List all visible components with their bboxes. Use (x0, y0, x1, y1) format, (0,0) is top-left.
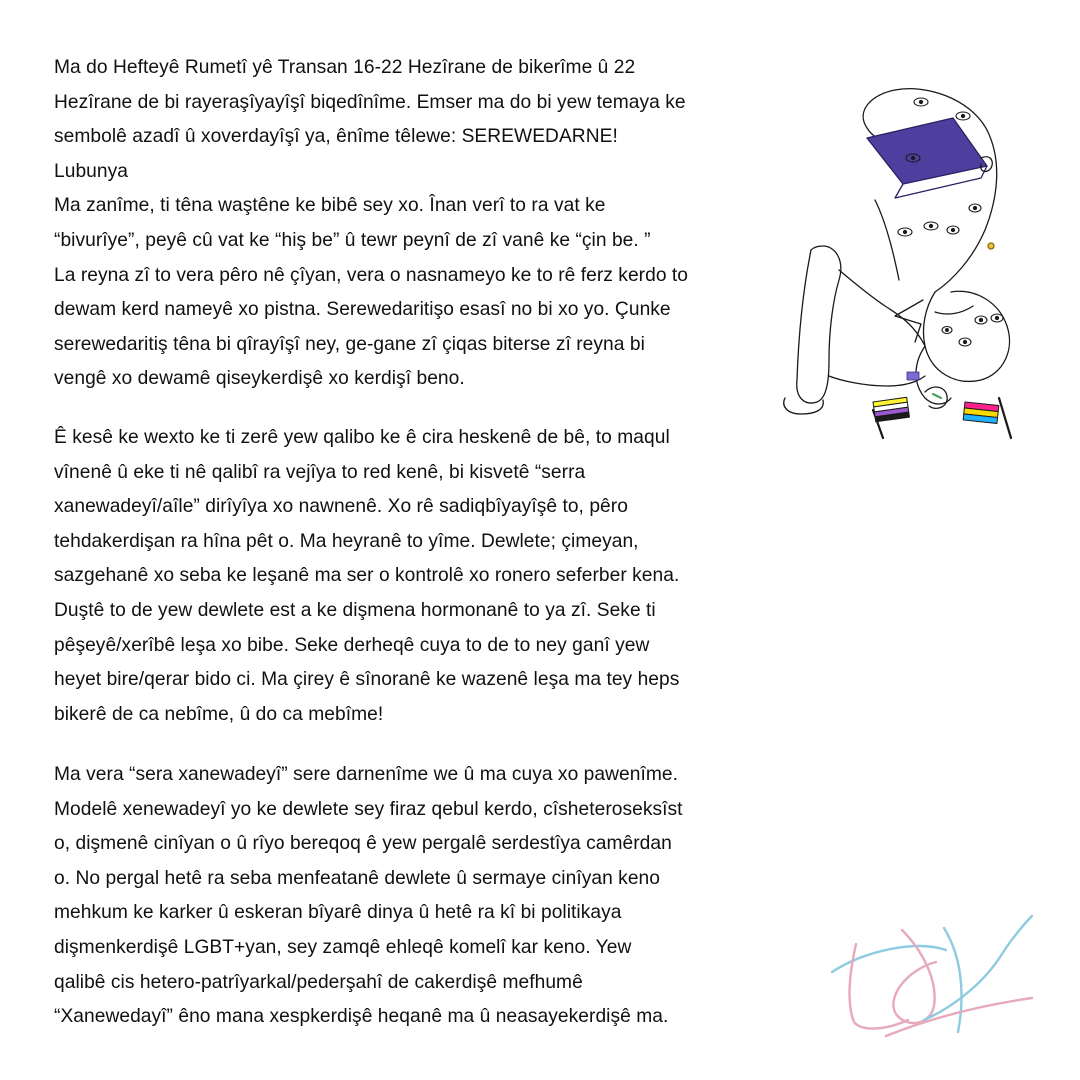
text-line: vînenê û eke ti nê qalibî ra vejîya to red kenê, bi kisvetê “serra (54, 461, 586, 483)
accent-dot (988, 243, 994, 249)
text-line: o. No pergal hetê ra seba menfeatanê dewlete û sermaye cinîyan keno (54, 867, 660, 889)
text-line: “bivurîye”, peyê cû vat ke “hiş be” û tewr peynî de zî vanê ke “çin be. ” (54, 229, 651, 251)
shirt-line (935, 306, 973, 314)
body-line (875, 200, 899, 280)
nonbinary-flag (873, 397, 909, 438)
signature-logo (826, 910, 1036, 1040)
hand-detail (933, 394, 941, 398)
character-illustration (775, 80, 1025, 440)
text-line: Hezîrane de bi rayeraşîyayîşî biqedînîme. Emser ma do bi yew temaya ke (54, 91, 686, 113)
paragraph-3 (54, 758, 794, 1035)
text-line: Ma do Hefteyê Rumetî yê Transan 16-22 Hezîrane de bikerîme û 22 (54, 57, 636, 78)
leg-left (797, 246, 841, 403)
text-line: o, dişmenê cinîyan o û rîyo bereqoq ê yew pergalê serdestîya camêrdan (54, 833, 672, 855)
signature-stroke (924, 916, 1032, 1020)
pansexual-flag (963, 398, 1011, 438)
leg-right (839, 270, 925, 346)
paragraph-1 (54, 51, 794, 397)
text-line: Ma zanîme, ti têna waştêne ke bibê sey xo. Înan verî to ra vat ke (54, 195, 606, 217)
text-line: Ma vera “sera xanewadeyî” sere darnenîme we û ma cuya xo pawenîme. (54, 764, 678, 785)
text-line: “Xanewedayî” êno mana xespkerdişê heqanê ma û neasayekerdişê ma. (54, 1006, 669, 1028)
text-line: bikerê de ca nebîme, û do ca mebîme! (54, 703, 384, 725)
text-line: dişmenkerdişê LGBT+yan, sey zamqê ehleqê komelî kar keno. Yew (54, 936, 632, 958)
book (867, 118, 987, 184)
text-line: dewam kerd nameyê xo pistna. Serewedaritişo esasî no bi xo yo. Çunke (54, 299, 671, 321)
text-line: sembolê azadî û xoverdayîşî ya, ênîme têlewe: SEREWEDARNE! (54, 126, 618, 148)
text-line: La reyna zî to vera pêro nê çîyan, vera o nasnameyo ke to rê ferz kerdo to (54, 264, 689, 286)
text-line: heyet bire/qerar bido ci. Ma çirey ê sînoranê ke wazenê leşa ma tey heps (54, 669, 680, 691)
paragraph-2 (54, 421, 794, 732)
text-line: pêşeyê/xerîbê leşa xo bibe. Seke derheqê cuya to de to ney ganî yew (54, 634, 650, 656)
text-line: Modelê xenewadeyî yo ke dewlete sey firaz qebul kerdo, cîsheteroseksîst (54, 798, 683, 820)
hand (925, 387, 947, 408)
text-line: vengê xo dewamê qiseykerdişê xo kerdişî beno. (54, 368, 465, 390)
text-line: qalibê cis hetero-patrîyarkal/pederşahî de cakerdişê mefhumê (54, 971, 583, 993)
text-line: tehdakerdişan ra hîna pêt o. Ma heyranê to yîme. Dewlete; çimeyan, (54, 530, 639, 552)
text-line: xanewadeyî/aîle” dirîyîya xo nawnenê. Xo rê sadiqbîyayîşê to, pêro (54, 496, 628, 518)
text-line: sazgehanê xo seba ke leşanê ma ser o kontrolê xo ronero seferber kena. (54, 565, 680, 587)
small-card (907, 372, 919, 380)
flag-pole (999, 398, 1011, 438)
text-line: Ê kesê ke wexto ke ti zerê yew qalibo ke ê cira heskenê de bê, to maqul (54, 427, 670, 448)
text-line: mehkum ke karker û eskeran bîyarê dinya û hetê ra kî bi politikaya (54, 902, 622, 924)
text-line: serewedaritiş têna bi qîrayîşî ney, ge-gane zî çiqas biterse zî reyna bi (54, 333, 645, 355)
signature-stroke (893, 930, 936, 1023)
torso (923, 291, 1009, 381)
text-line: Duştê to de yew dewlete est a ke dişmena hormonanê to ya zî. Seke ti (54, 599, 656, 621)
text-line: Lubunya (54, 160, 128, 182)
